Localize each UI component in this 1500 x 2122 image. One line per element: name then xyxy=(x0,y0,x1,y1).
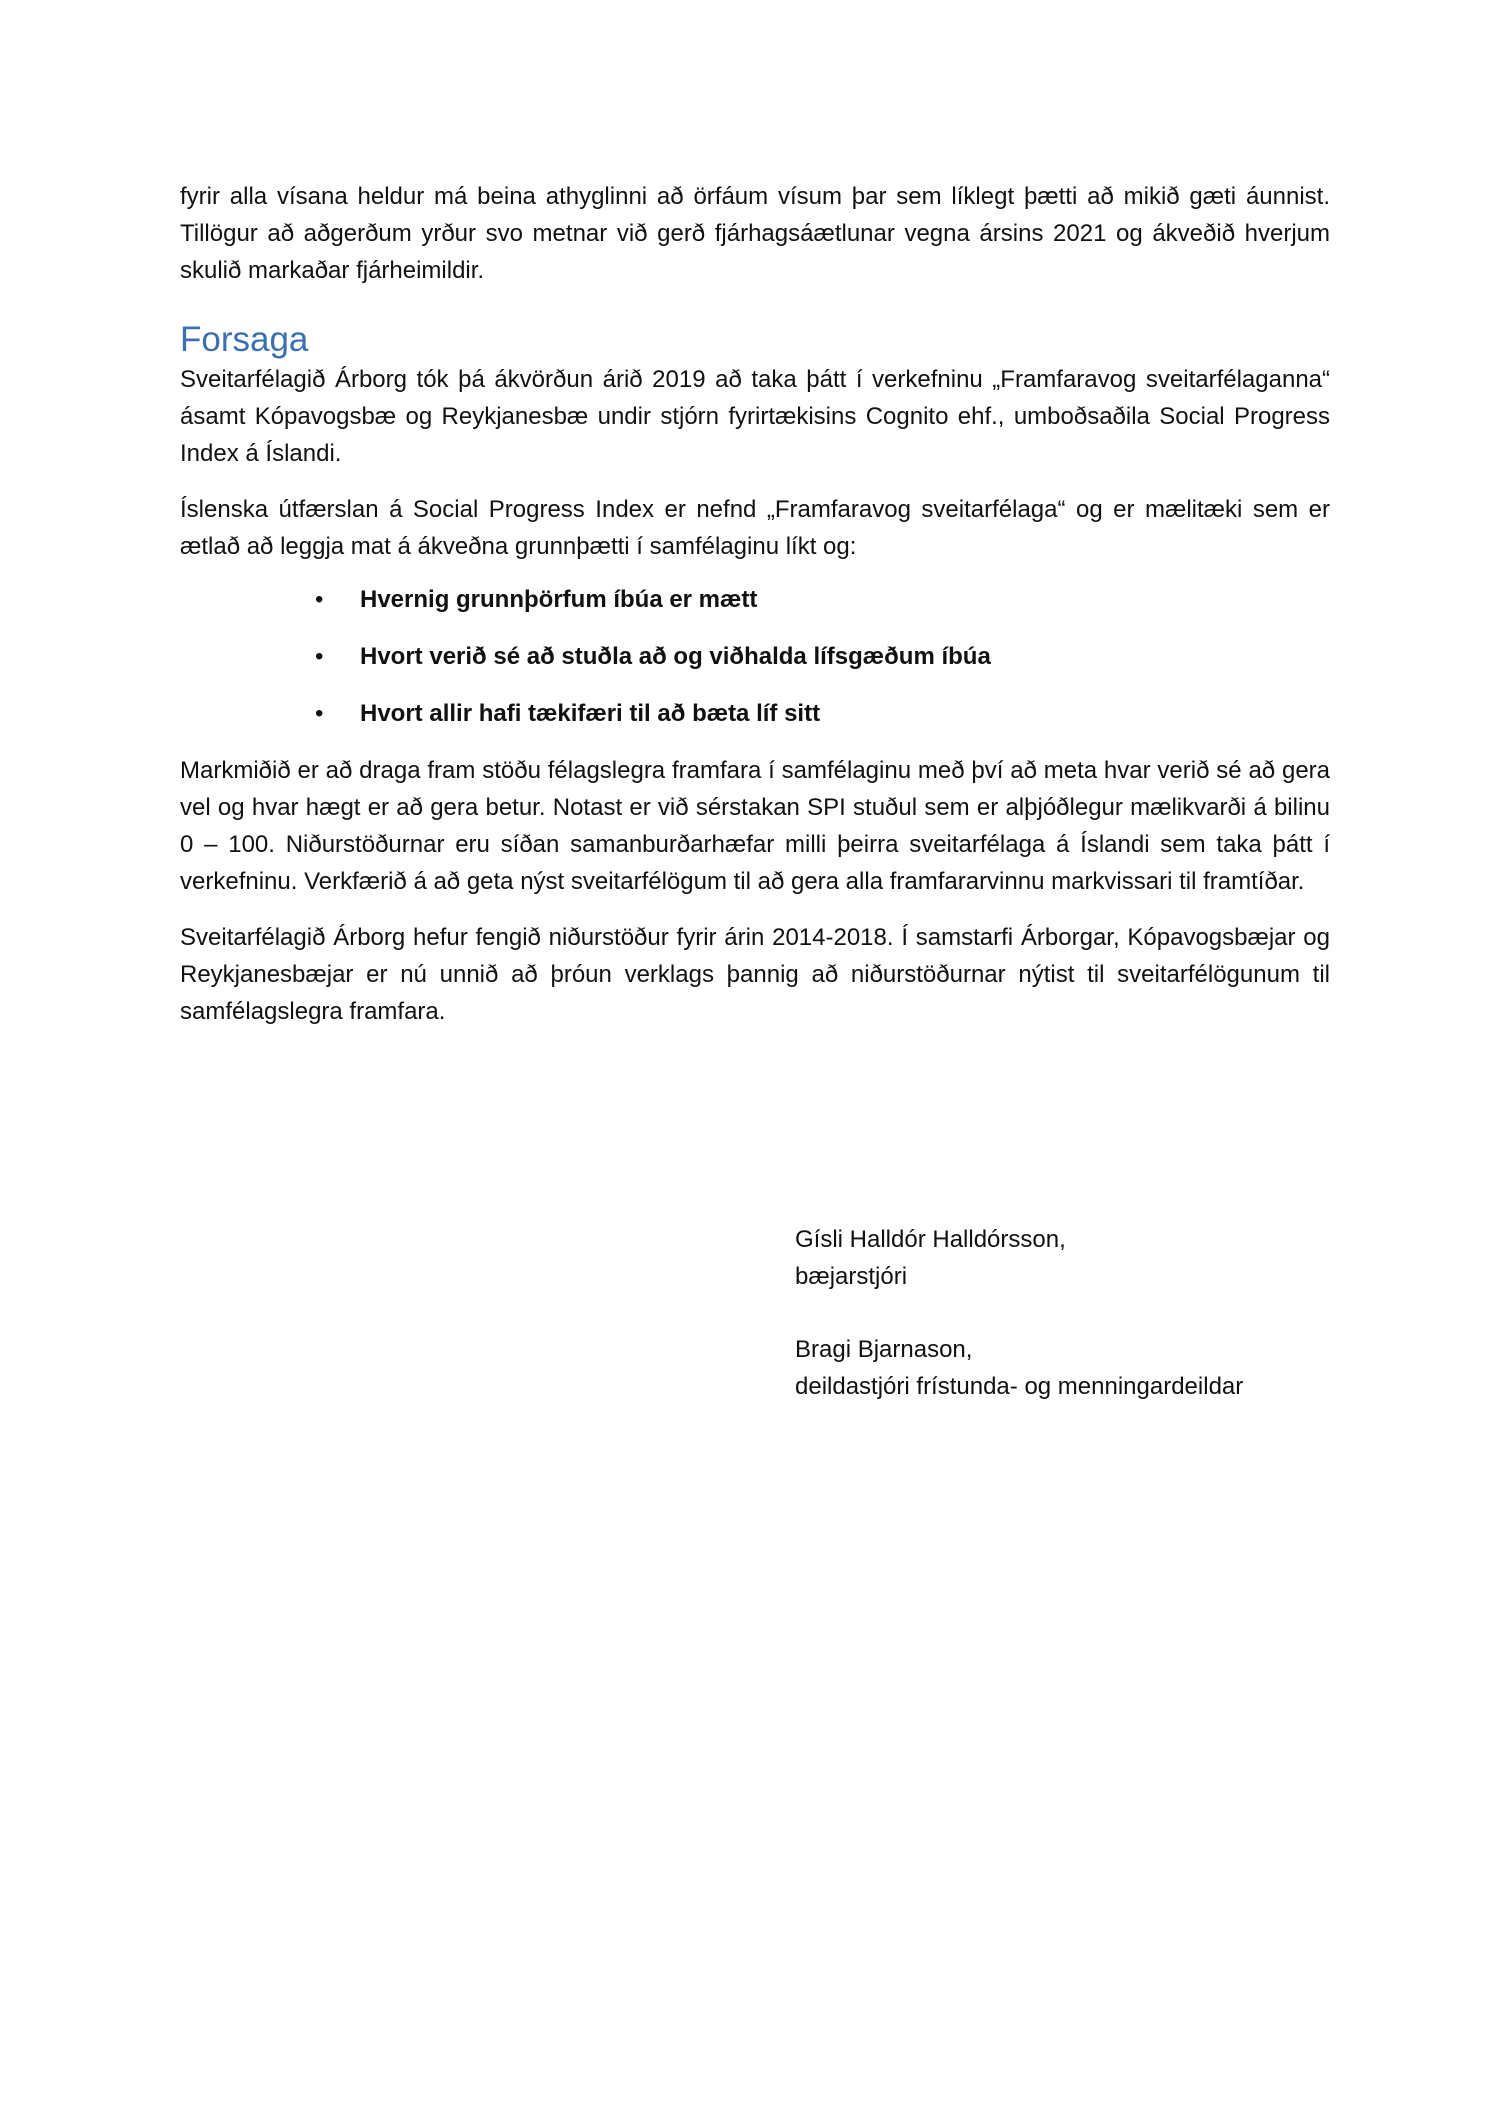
bullet-text: Hvort allir hafi tækifæri til að bæta líf sitt xyxy=(360,700,821,727)
bullet-text: Hvort verið sé að stuðla að og viðhalda lífsgæðum íbúa xyxy=(360,643,991,670)
forsaga-paragraph-4: Sveitarfélagið Árborg hefur fengið niðurstöður fyrir árin 2014-2018. Í samstarfi Árborgar, Kópavogsbæjar og Reykjanesbæjar er nú unnið að þróun verklags þannig að niðurstöðurnar nýtist til sveitarfélögunum til samfélagslegra framfara. xyxy=(180,924,1330,1025)
forsaga-paragraph-3: Markmiðið er að draga fram stöðu félagslegra framfara í samfélaginu með því að meta hvar verið sé að gera vel og hvar hægt er að gera betur. Notast er við sérstakan SPI stuðul sem er alþjóðlegur mælikvarði á bilinu 0 – 100. Niðurstöðurnar eru síðan samanburðarhæfar milli þeirra sveitarfélaga á Íslandi sem taka þátt í verkefninu. Verkfærið á að geta nýst sveitarfélögum til að gera alla framfararvinnu markvissari til framtíðar. xyxy=(180,757,1330,895)
bullet-icon: • xyxy=(315,700,324,727)
forsaga-paragraph-2: Íslenska útfærslan á Social Progress Index er nefnd „Framfaravog sveitarfélaga“ og er mælitæki sem er ætlað að leggja mat á ákveðna grunnþætti í samfélaginu líkt og: xyxy=(180,496,1330,560)
document-body xyxy=(180,178,1330,1030)
signatory-title: deildastjóri frístunda- og menningardeildar xyxy=(795,1373,1244,1400)
intro-paragraph: fyrir alla vísana heldur má beina athyglinni að örfáum vísum þar sem líklegt þætti að mikið gæti áunnist. Tillögur að aðgerðum yrður svo metnar við gerð fjárhagsáætlunar vegna ársins 2021 og ákveðið hverjum skulið markaðar fjárheimildir. xyxy=(180,183,1330,284)
forsaga-paragraph-1: Sveitarfélagið Árborg tók þá ákvörðun árið 2019 að taka þátt í verkefninu „Framfaravog sveitarfélaganna“ ásamt Kópavogsbæ og Reykjanesbæ undir stjórn fyrirtækisins Cognito ehf., umboðsaðila Social Progress Index á Íslandi. xyxy=(180,366,1330,467)
bullet-item xyxy=(315,695,1330,732)
signatory-title: bæjarstjóri xyxy=(795,1263,908,1290)
section-heading: Forsaga xyxy=(180,320,309,359)
bullet-icon: • xyxy=(315,586,324,613)
signature-block xyxy=(795,1331,1315,1405)
bullet-list xyxy=(180,581,1330,732)
bullet-text: Hvernig grunnþörfum íbúa er mætt xyxy=(360,586,758,613)
signatory-name: Bragi Bjarnason, xyxy=(795,1336,973,1363)
signature-block xyxy=(795,1221,1315,1295)
signatory-name: Gísli Halldór Halldórsson, xyxy=(795,1226,1066,1253)
bullet-icon: • xyxy=(315,643,324,670)
bullet-item xyxy=(315,581,1330,618)
signature-section xyxy=(795,1221,1315,1405)
bullet-item xyxy=(315,638,1330,675)
